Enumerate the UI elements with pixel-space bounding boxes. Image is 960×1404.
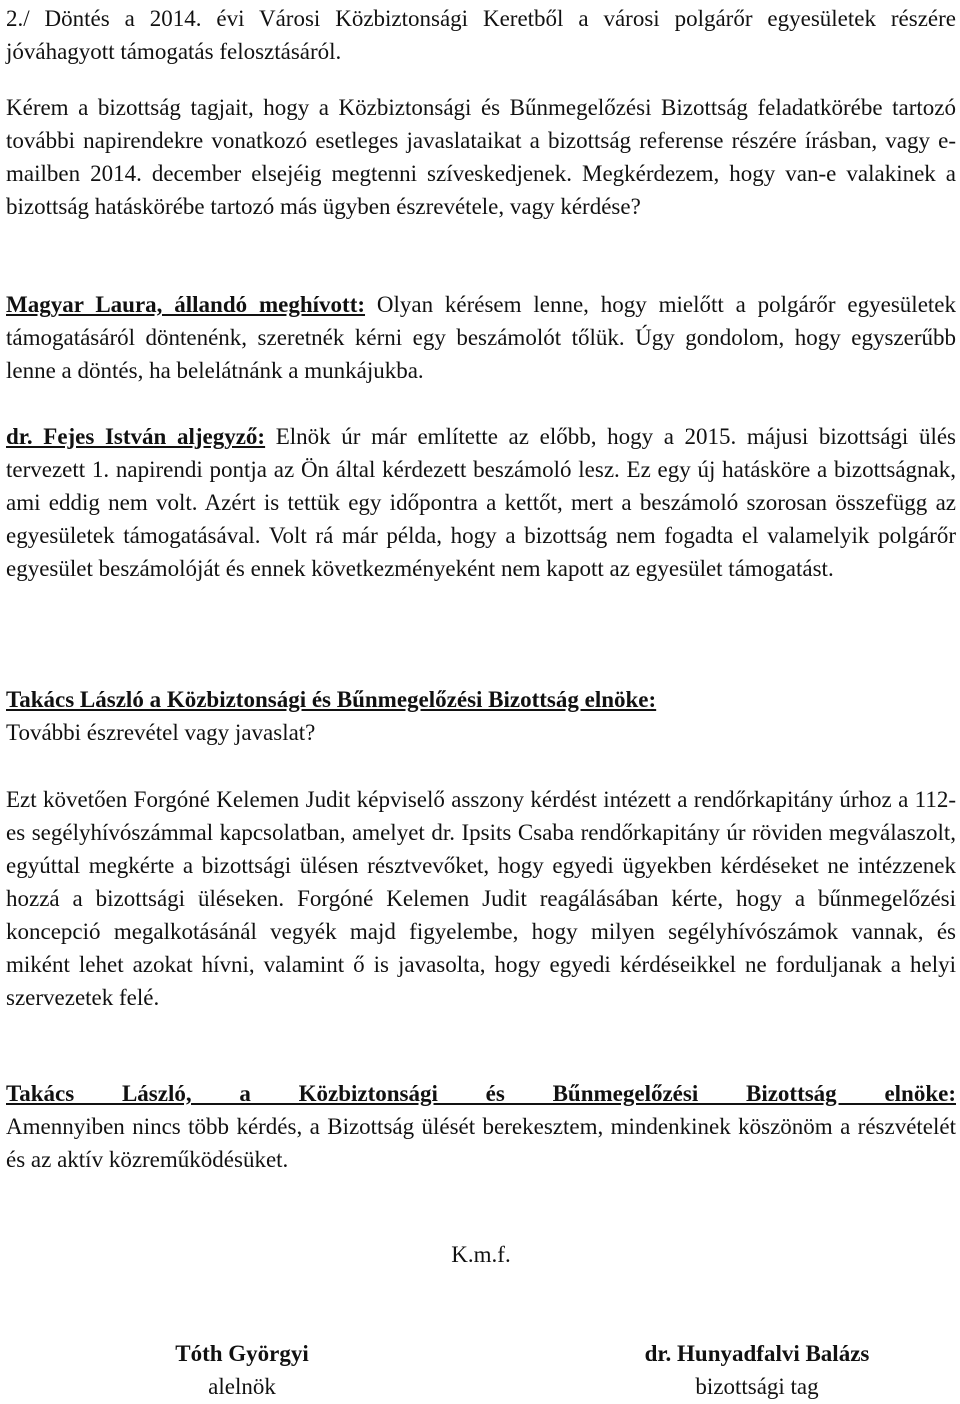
speaker-name: Magyar Laura, állandó meghívott: [6, 292, 366, 317]
speaker-name: dr. Fejes István aljegyző: [6, 424, 266, 449]
signature-left [82, 1337, 402, 1403]
paragraph-text: Olyan kérésem lenne, hogy mielőtt a polgárőr egyesületek támogatásáról döntenénk, szeretnék kérni egy beszámolót tőlük. Úgy gondolom, hogy egyszerűbb lenne a döntés, ha belelátnánk a munkájukba. [6, 292, 956, 383]
paragraph-takacs-question [6, 683, 956, 749]
signatory-name: Tóth Györgyi [175, 1341, 309, 1366]
paragraph-text: Amennyiben nincs több kérdés, a Bizottság ülését berekesztem, mindenkinek köszönöm a részvételét és az aktív közreműködésüket. [6, 1114, 956, 1172]
paragraph-chair-request [6, 91, 956, 223]
signature-right [582, 1337, 932, 1403]
paragraph-text: Ezt követően Forgóné Kelemen Judit képviselő asszony kérdést intézett a rendőrkapitány úrhoz a 112-es segélyhívószámmal kapcsolatban, amelyet dr. Ipsits Csaba rendőrkapitány úr röviden megválaszolt, egyúttal megkérte a bizottsági ülésen résztvevőket, hogy egyedi ügyekben kérdéseket ne intézzenek hozzá a bizottsági üléseken. Forgóné Kelemen Judit reagálásában kérte, hogy a bűnmegelőzési koncepció megalkotásánál vegyék majd figyelembe, hogy milyen segélyhívószámok vannak, és miként lehet azokat hívni, valamint ő is javasolta, hogy egyedi kérdéseikkel ne forduljanak a helyi szervezetek felé. [6, 787, 956, 1010]
signatory-name: dr. Hunyadfalvi Balázs [644, 1341, 870, 1366]
speaker-name: Takács László, a Közbiztonsági és Bűnmegelőzési Bizottság elnöke: [6, 1081, 956, 1106]
signatory-role: alelnök [208, 1374, 276, 1399]
paragraph-fejes-istvan [6, 420, 956, 585]
paragraph-text: Elnök úr már említette az előbb, hogy a 2015. májusi bizottsági ülés tervezett 1. napirendi pontja az Ön által kérdezett beszámoló lesz. Ez egy új hatásköre a bizottságnak, ami eddig nem volt. Azért is tettük egy időpontra a kettőt, mert a beszámoló szorosan összefügg az egyesületek támogatásával. Volt rá már példa, hogy a bizottság nem fogadta el valamelyik polgárőr egyesület beszámolóját és ennek következményeként nem kapott az egyesület támogatást. [6, 424, 956, 581]
kmf-label: K.m.f. [451, 1242, 511, 1267]
speaker-name: Takács László a Közbiztonsági és Bűnmegelőzési Bizottság elnöke: [6, 687, 657, 712]
paragraph-takacs-closing [6, 1077, 956, 1176]
signatory-role: bizottsági tag [695, 1374, 819, 1399]
paragraph-magyar-laura [6, 288, 956, 387]
paragraph-text: További észrevétel vagy javaslat? [6, 720, 316, 745]
section-heading [6, 2, 956, 68]
paragraph-text: Kérem a bizottság tagjait, hogy a Közbiztonsági és Bűnmegelőzési Bizottság feladatkörébe tartozó további napirendekre vonatkozó esetleges javaslataikat a bizottság referense részére írásban, vagy e-mailben 2014. december elsejéig megtenni szíveskedjenek. Megkérdezem, hogy van-e valakinek a bizottság hatáskörébe tartozó más ügyben észrevétele, vagy kérdése? [6, 95, 956, 219]
section-heading-text: 2./ Döntés a 2014. évi Városi Közbiztonsági Keretből a városi polgárőr egyesületek részére jóváhagyott támogatás felosztásáról. [6, 6, 956, 64]
paragraph-forgone-summary [6, 783, 956, 1014]
